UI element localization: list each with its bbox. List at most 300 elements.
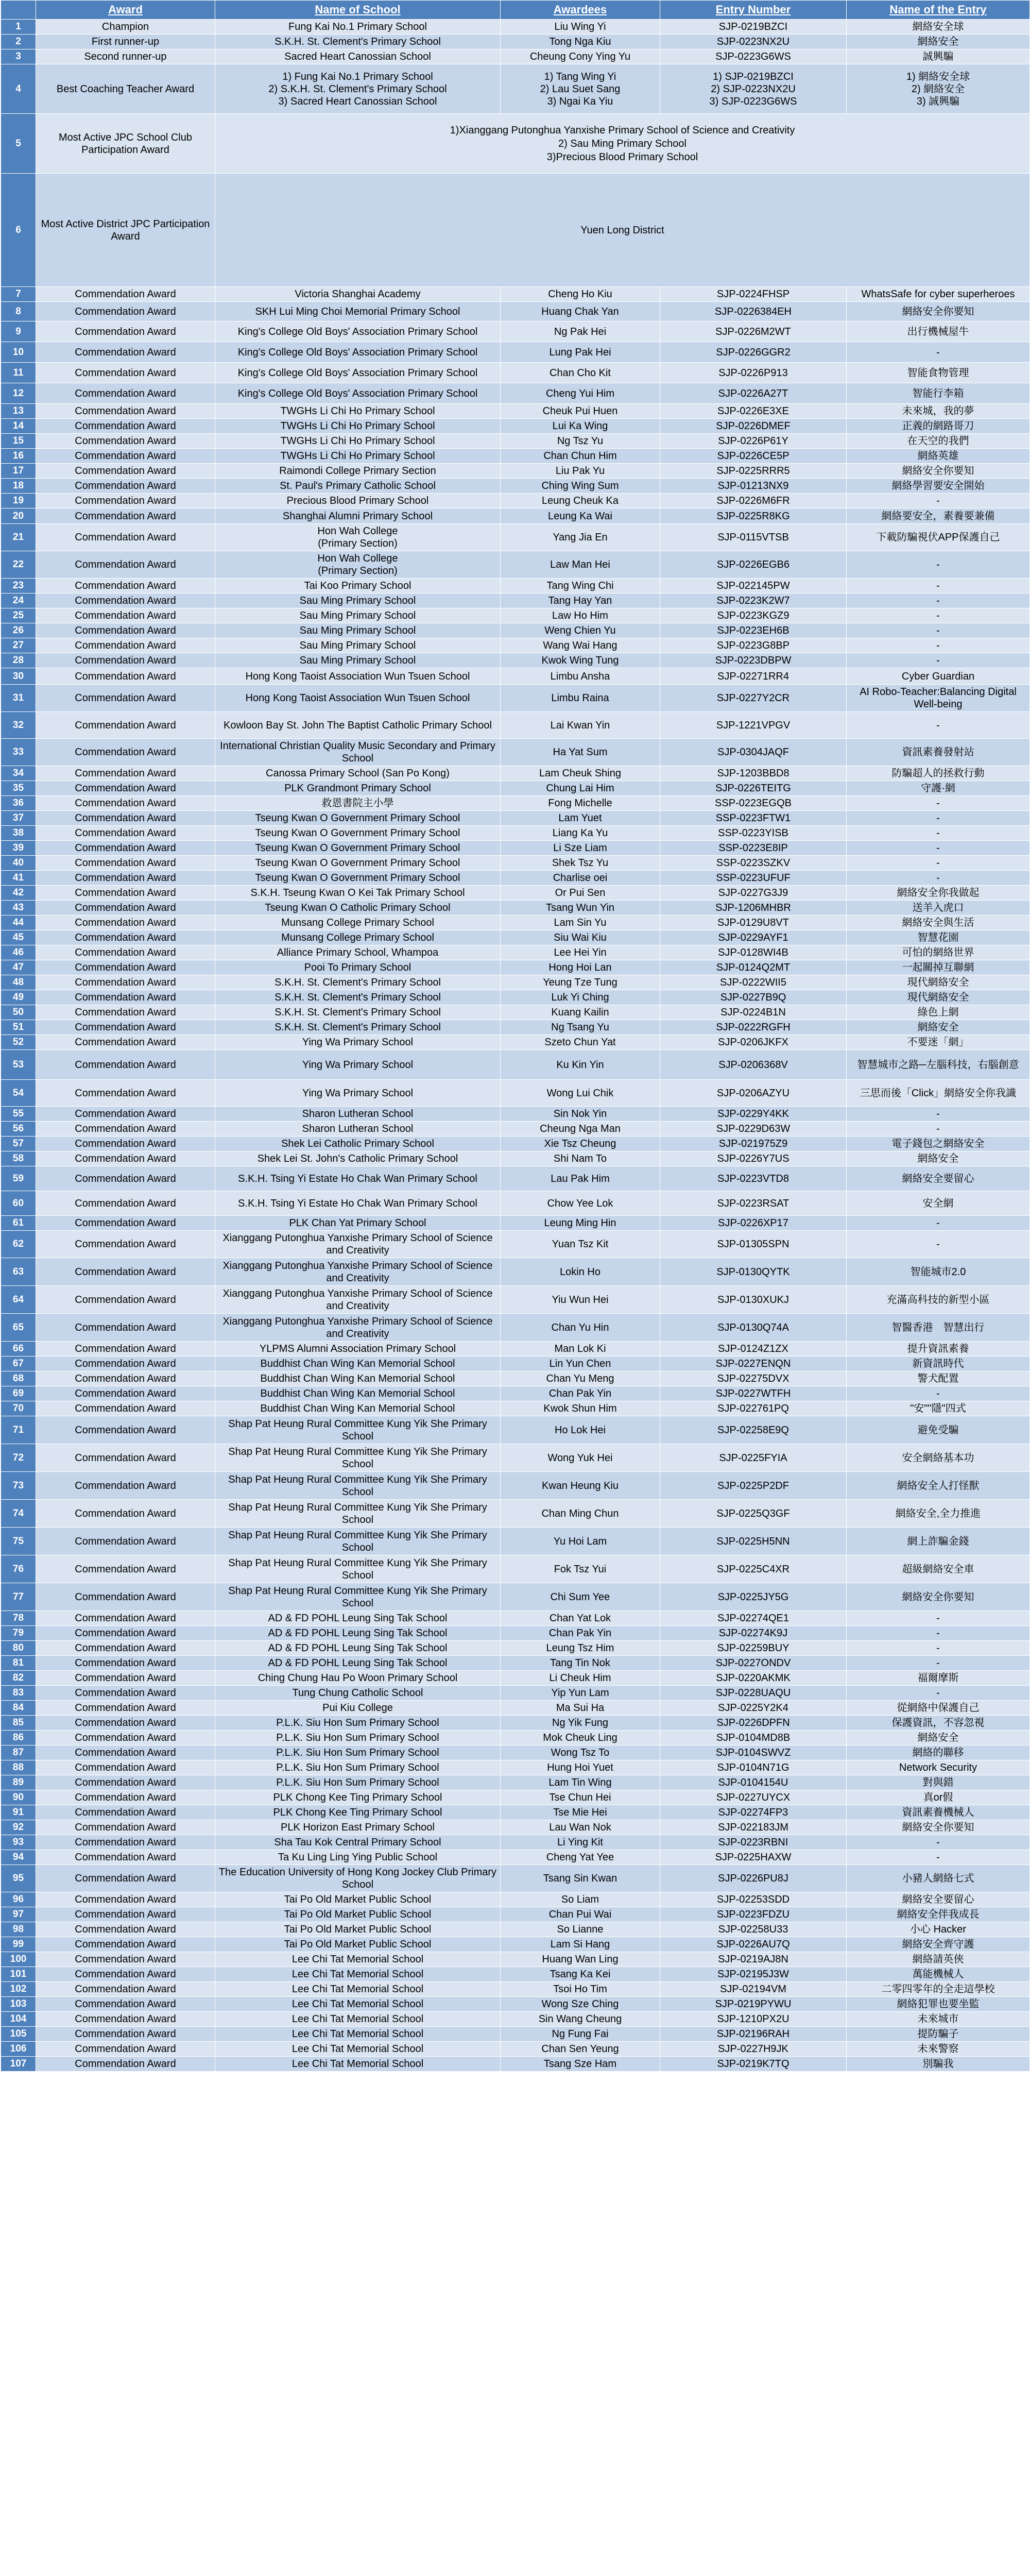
school-cell: Sau Ming Primary School (215, 653, 501, 668)
school-cell: King's College Old Boys' Association Primary School (215, 363, 501, 383)
table-row (1, 1716, 1030, 1731)
entry-name-cell: - (847, 1611, 1030, 1626)
entry-number-cell: SSP-0223E8IP (660, 841, 847, 856)
row-number: 79 (1, 1626, 36, 1641)
row-number: 89 (1, 1775, 36, 1790)
awardee-cell: Lam Cheuk Shing (501, 766, 660, 781)
awardee-cell: Shi Nam To (501, 1151, 660, 1166)
award-cell: Commendation Award (36, 811, 215, 826)
table-row (1, 302, 1030, 321)
entry-number-cell: SJP-0104N71G (660, 1760, 847, 1775)
awardee-cell: Ching Wing Sum (501, 479, 660, 494)
table-row (1, 1982, 1030, 1997)
row-number: 51 (1, 1020, 36, 1035)
entry-name-cell: 綠色上網 (847, 1005, 1030, 1020)
table-row (1, 1907, 1030, 1922)
entry-name-cell: 資訊素養發射站 (847, 739, 1030, 766)
awardee-cell: Yu Hoi Lam (501, 1528, 660, 1555)
entry-number-cell: SJP-02274FP3 (660, 1805, 847, 1820)
row-number: 83 (1, 1686, 36, 1701)
school-cell: Tseung Kwan O Government Primary School (215, 841, 501, 856)
entry-name-cell: 網絡安全 (847, 1151, 1030, 1166)
school-cell: Kowloon Bay St. John The Baptist Catholic Primary School (215, 712, 501, 739)
entry-name-cell: 提防騙子 (847, 2027, 1030, 2042)
table-row (1, 1191, 1030, 1216)
awardee-cell: Tsoi Ho Tim (501, 1982, 660, 1997)
row-number: 61 (1, 1216, 36, 1231)
row-number: 18 (1, 479, 36, 494)
awardee-cell: Leung Ka Wai (501, 509, 660, 524)
table-row (1, 1035, 1030, 1050)
school-cell: Shap Pat Heung Rural Committee Kung Yik She Primary School (215, 1555, 501, 1583)
award-cell: Commendation Award (36, 551, 215, 579)
school-cell: AD & FD POHL Leung Sing Tak School (215, 1626, 501, 1641)
table-row (1, 841, 1030, 856)
row-number: 47 (1, 960, 36, 975)
award-cell: Commendation Award (36, 1952, 215, 1967)
row-number: 92 (1, 1820, 36, 1835)
row-number: 36 (1, 796, 36, 811)
awards-table-container (1, 0, 1029, 2072)
row-number: 103 (1, 1997, 36, 2012)
row-number: 94 (1, 1850, 36, 1865)
row-number: 34 (1, 766, 36, 781)
entry-number-cell: SSP-0223FTW1 (660, 811, 847, 826)
table-row (1, 1656, 1030, 1671)
entry-number-cell: SJP-0130Q74A (660, 1314, 847, 1342)
school-cell: S.K.H. St. Clement's Primary School (215, 1005, 501, 1020)
awardee-cell: Chan Chun Him (501, 449, 660, 464)
row-number: 81 (1, 1656, 36, 1671)
entry-name-cell: - (847, 551, 1030, 579)
entry-name-cell: 對與錯 (847, 1775, 1030, 1790)
school-cell: Hon Wah College (Primary Section) (215, 524, 501, 551)
row-number: 52 (1, 1035, 36, 1050)
award-cell: Commendation Award (36, 638, 215, 653)
table-row (1, 975, 1030, 990)
school-cell: S.K.H. Tsing Yi Estate Ho Chak Wan Primary School (215, 1191, 501, 1216)
awardee-cell: Ha Yat Sum (501, 739, 660, 766)
row-number: 27 (1, 638, 36, 653)
row-number: 106 (1, 2042, 36, 2057)
entry-number-cell: SJP-0225HAXW (660, 1850, 847, 1865)
entry-name-cell: - (847, 342, 1030, 363)
row-number: 99 (1, 1937, 36, 1952)
row-number: 48 (1, 975, 36, 990)
row-number: 82 (1, 1671, 36, 1686)
row-number: 10 (1, 342, 36, 363)
school-cell: PLK Horizon East Primary School (215, 1820, 501, 1835)
row-number: 3 (1, 49, 36, 64)
school-cell: Sacred Heart Canossian School (215, 49, 501, 64)
entry-number-cell: SJP-0124Z1ZX (660, 1342, 847, 1357)
award-cell: Commendation Award (36, 1005, 215, 1020)
entry-name-cell: 福爾摩斯 (847, 1671, 1030, 1686)
award-cell: Commendation Award (36, 1231, 215, 1258)
school-cell: P.L.K. Siu Hon Sum Primary School (215, 1731, 501, 1745)
award-cell: Commendation Award (36, 826, 215, 841)
entry-name-cell: - (847, 1850, 1030, 1865)
school-cell: Hon Wah College (Primary Section) (215, 551, 501, 579)
award-cell: Commendation Award (36, 653, 215, 668)
entry-number-cell: SJP-0130XUKJ (660, 1286, 847, 1314)
entry-name-cell: 智能行李箱 (847, 383, 1030, 404)
school-cell: Lee Chi Tat Memorial School (215, 1952, 501, 1967)
award-cell: Commendation Award (36, 287, 215, 302)
award-cell: Commendation Award (36, 494, 215, 509)
header-school: Name of School (215, 1, 501, 20)
entry-number-cell: SJP-022183JM (660, 1820, 847, 1835)
award-cell: Commendation Award (36, 886, 215, 901)
entry-name-cell: - (847, 1835, 1030, 1850)
row-number: 39 (1, 841, 36, 856)
row-number: 57 (1, 1137, 36, 1151)
entry-name-cell: 正義的網路哥刀 (847, 419, 1030, 434)
award-cell: Commendation Award (36, 383, 215, 404)
table-row (1, 781, 1030, 796)
entry-number-cell: SJP-0226GGR2 (660, 342, 847, 363)
award-cell: Commendation Award (36, 321, 215, 342)
table-row (1, 1314, 1030, 1342)
entry-name-cell: 萬能機械人 (847, 1967, 1030, 1982)
entry-name-cell: 網絡安全,全力推進 (847, 1500, 1030, 1528)
award-cell: Commendation Award (36, 781, 215, 796)
row-number: 7 (1, 287, 36, 302)
entry-name-cell: - (847, 1231, 1030, 1258)
entry-name-cell: 網絡安全人打怪獸 (847, 1472, 1030, 1500)
table-row (1, 1555, 1030, 1583)
entry-number-cell: SJP-0129U8VT (660, 916, 847, 930)
row-number: 68 (1, 1371, 36, 1386)
award-cell: Commendation Award (36, 1760, 215, 1775)
award-cell: Commendation Award (36, 1686, 215, 1701)
entry-name-cell: "安""隱"四式 (847, 1401, 1030, 1416)
entry-name-cell: 網絡安全你要知 (847, 1583, 1030, 1611)
entry-name-cell: - (847, 579, 1030, 594)
entry-name-cell: 資訊素養機械人 (847, 1805, 1030, 1820)
awardee-cell: Ng Tsz Yu (501, 434, 660, 449)
entry-name-cell: 網絡安全 (847, 1020, 1030, 1035)
table-row (1, 1686, 1030, 1701)
school-cell: Precious Blood Primary School (215, 494, 501, 509)
award-cell: Commendation Award (36, 608, 215, 623)
table-row (1, 945, 1030, 960)
entry-name-cell: 防騙超人的拯救行動 (847, 766, 1030, 781)
awardee-cell: Tse Chun Hei (501, 1790, 660, 1805)
entry-name-cell: 網絡安全 (847, 1731, 1030, 1745)
awardee-cell: Li Ying Kit (501, 1835, 660, 1850)
entry-name-cell: - (847, 826, 1030, 841)
entry-number-cell: SJP-0104SWVZ (660, 1745, 847, 1760)
awardee-cell: Kwok Wing Tung (501, 653, 660, 668)
entry-number-cell: SJP-02274K9J (660, 1626, 847, 1641)
table-row (1, 1020, 1030, 1035)
entry-name-cell: 保護資訊，不容忽視 (847, 1716, 1030, 1731)
entry-number-cell: SJP-0223KGZ9 (660, 608, 847, 623)
award-cell: First runner-up (36, 35, 215, 49)
entry-name-cell: - (847, 653, 1030, 668)
award-cell: Commendation Award (36, 623, 215, 638)
awardee-cell: Fok Tsz Yui (501, 1555, 660, 1583)
entry-name-cell: 誠興騙 (847, 49, 1030, 64)
entry-name-cell: 網絡安全要留心 (847, 1892, 1030, 1907)
entry-number-cell: SJP-02271RR4 (660, 668, 847, 685)
entry-number-cell: SJP-02275DVX (660, 1371, 847, 1386)
entry-number-cell: SJP-0225FYIA (660, 1444, 847, 1472)
awardee-cell: Lam Tin Wing (501, 1775, 660, 1790)
entry-number-cell: SJP-0225R8KG (660, 509, 847, 524)
entry-name-cell: 電子錢包之網絡安全 (847, 1137, 1030, 1151)
school-cell: King's College Old Boys' Association Primary School (215, 321, 501, 342)
award-cell: Commendation Award (36, 1258, 215, 1286)
awardee-cell: Law Ho Him (501, 608, 660, 623)
school-cell: Lee Chi Tat Memorial School (215, 2042, 501, 2057)
award-cell: Commendation Award (36, 856, 215, 871)
entry-name-cell: - (847, 1626, 1030, 1641)
entry-number-cell: SJP-0226CE5P (660, 449, 847, 464)
header-awardees: Awardees (501, 1, 660, 20)
award-cell: Most Active JPC School Club Participation Award (36, 114, 215, 174)
school-cell: S.K.H. Tseung Kwan O Kei Tak Primary School (215, 886, 501, 901)
awardee-cell: Lai Kwan Yin (501, 712, 660, 739)
award-cell: Commendation Award (36, 1922, 215, 1937)
school-cell: S.K.H. St. Clement's Primary School (215, 35, 501, 49)
entry-number-cell: SJP-0229D63W (660, 1122, 847, 1137)
table-row (1, 342, 1030, 363)
award-cell: Commendation Award (36, 479, 215, 494)
awardee-cell: Cheung Nga Man (501, 1122, 660, 1137)
table-row (1, 1775, 1030, 1790)
entry-name-cell: - (847, 494, 1030, 509)
entry-name-cell: 網絡安全你要知 (847, 464, 1030, 479)
row-number: 22 (1, 551, 36, 579)
award-cell: Commendation Award (36, 1745, 215, 1760)
row-number: 26 (1, 623, 36, 638)
entry-number-cell: SJP-0227G3J9 (660, 886, 847, 901)
row-number: 9 (1, 321, 36, 342)
row-number: 63 (1, 1258, 36, 1286)
entry-name-cell: 出行機械屋牛 (847, 321, 1030, 342)
school-cell: Ying Wa Primary School (215, 1050, 501, 1080)
entry-number-cell: SJP-0128WI4B (660, 945, 847, 960)
school-cell: Tseung Kwan O Government Primary School (215, 826, 501, 841)
awardee-cell: Yuan Tsz Kit (501, 1231, 660, 1258)
entry-name-cell: - (847, 811, 1030, 826)
entry-name-cell: 可怕的網絡世界 (847, 945, 1030, 960)
school-cell: Shanghai Alumni Primary School (215, 509, 501, 524)
school-cell: Xianggang Putonghua Yanxishe Primary School of Science and Creativity (215, 1314, 501, 1342)
school-cell: Tseung Kwan O Catholic Primary School (215, 901, 501, 916)
row-number: 105 (1, 2027, 36, 2042)
row-number: 90 (1, 1790, 36, 1805)
award-cell: Commendation Award (36, 1122, 215, 1137)
entry-number-cell: SJP-0226EGB6 (660, 551, 847, 579)
award-cell: Second runner-up (36, 49, 215, 64)
row-number: 32 (1, 712, 36, 739)
awardee-cell: Chung Lai Him (501, 781, 660, 796)
awardee-cell: Chan Pui Wai (501, 1907, 660, 1922)
table-row (1, 1216, 1030, 1231)
awardee-cell: Mok Cheuk Ling (501, 1731, 660, 1745)
school-cell: Sharon Lutheran School (215, 1107, 501, 1122)
table-row (1, 1151, 1030, 1166)
entry-name-cell: 網絡的聯移 (847, 1745, 1030, 1760)
award-cell: Commendation Award (36, 449, 215, 464)
table-row (1, 1892, 1030, 1907)
table-row (1, 1967, 1030, 1982)
award-cell: Commendation Award (36, 1151, 215, 1166)
award-cell: Commendation Award (36, 841, 215, 856)
school-cell: Sau Ming Primary School (215, 608, 501, 623)
table-row (1, 901, 1030, 916)
entry-number-cell: SJP-0226E3XE (660, 404, 847, 419)
table-row (1, 1820, 1030, 1835)
table-row (1, 1357, 1030, 1371)
entry-number-cell: SJP-0130QYTK (660, 1258, 847, 1286)
entry-name-cell: 不要迷「網」 (847, 1035, 1030, 1050)
entry-number-cell: SJP-1206MHBR (660, 901, 847, 916)
entry-name-cell: 未來城，我的夢 (847, 404, 1030, 419)
header-entry-name: Name of the Entry (847, 1, 1030, 20)
school-cell: St. Paul's Primary Catholic School (215, 479, 501, 494)
table-row (1, 594, 1030, 608)
award-cell: Commendation Award (36, 1286, 215, 1314)
awardee-cell: Fong Michelle (501, 796, 660, 811)
entry-number-cell: SJP-0228UAQU (660, 1686, 847, 1701)
entry-name-cell: 現代網絡安全 (847, 975, 1030, 990)
entry-number-cell: SJP-0229Y4KK (660, 1107, 847, 1122)
award-cell: Commendation Award (36, 2012, 215, 2027)
span-cell: 1)Xianggang Putonghua Yanxishe Primary School of Science and Creativity 2) Sau Ming Primary School 3)Precious Blood Primary School (215, 114, 1030, 174)
table-row (1, 623, 1030, 638)
school-cell: Munsang College Primary School (215, 916, 501, 930)
entry-number-cell: SJP-0225H5NN (660, 1528, 847, 1555)
entry-name-cell: 充滿高科技的新型小區 (847, 1286, 1030, 1314)
entry-number-cell: SJP-0222WII5 (660, 975, 847, 990)
awardee-cell: Wang Wai Hang (501, 638, 660, 653)
table-row (1, 2012, 1030, 2027)
table-body (1, 20, 1030, 2072)
school-cell: King's College Old Boys' Association Primary School (215, 342, 501, 363)
entry-name-cell: 網絡要安全，素養要兼備 (847, 509, 1030, 524)
entry-name-cell: 網絡安全齊守護 (847, 1937, 1030, 1952)
row-number: 75 (1, 1528, 36, 1555)
entry-name-cell: 守護·網 (847, 781, 1030, 796)
awardee-cell: Lam Si Hang (501, 1937, 660, 1952)
awardee-cell: Lau Wan Nok (501, 1820, 660, 1835)
awardee-cell: Tang Tin Nok (501, 1656, 660, 1671)
row-number: 59 (1, 1166, 36, 1191)
school-cell: Lee Chi Tat Memorial School (215, 1982, 501, 1997)
award-cell: Commendation Award (36, 1401, 215, 1416)
award-cell: Commendation Award (36, 1716, 215, 1731)
row-number: 93 (1, 1835, 36, 1850)
awardee-cell: Chan Pak Yin (501, 1386, 660, 1401)
entry-name-cell: 網絡安全你要知 (847, 302, 1030, 321)
entry-name-cell: - (847, 1107, 1030, 1122)
awardee-cell: Li Cheuk Him (501, 1671, 660, 1686)
award-cell: Commendation Award (36, 1386, 215, 1401)
entry-number-cell: SJP-021975Z9 (660, 1137, 847, 1151)
row-number: 95 (1, 1865, 36, 1892)
entry-number-cell: SJP-0226P61Y (660, 434, 847, 449)
awardee-cell: Chan Yat Lok (501, 1611, 660, 1626)
table-row (1, 1745, 1030, 1760)
entry-number-cell: SSP-0223YISB (660, 826, 847, 841)
award-cell: Commendation Award (36, 685, 215, 712)
table-row (1, 1401, 1030, 1416)
school-cell: Sharon Lutheran School (215, 1122, 501, 1137)
row-number: 76 (1, 1555, 36, 1583)
awardee-cell: Limbu Ansha (501, 668, 660, 685)
entry-name-cell: 智慧花園 (847, 930, 1030, 945)
entry-name-cell: 新資訊時代 (847, 1357, 1030, 1371)
entry-number-cell: SJP-0304JAQF (660, 739, 847, 766)
awardee-cell: Man Lok Ki (501, 1342, 660, 1357)
entry-number-cell: SJP-0226M2WT (660, 321, 847, 342)
entry-name-cell: 未來城市 (847, 2012, 1030, 2027)
awardee-cell: Tong Nga Kiu (501, 35, 660, 49)
awardee-cell: Ng Fung Fai (501, 2027, 660, 2042)
table-row (1, 1701, 1030, 1716)
school-cell: Fung Kai No.1 Primary School (215, 20, 501, 35)
entry-number-cell: SJP-0104154U (660, 1775, 847, 1790)
row-number: 53 (1, 1050, 36, 1080)
school-cell: Lee Chi Tat Memorial School (215, 1967, 501, 1982)
awardee-cell: Li Sze Liam (501, 841, 660, 856)
row-number: 54 (1, 1080, 36, 1107)
row-number: 19 (1, 494, 36, 509)
awardee-cell: Tse Mie Hei (501, 1805, 660, 1820)
entry-number-cell: SJP-02258U33 (660, 1922, 847, 1937)
award-cell: Commendation Award (36, 1500, 215, 1528)
row-number: 101 (1, 1967, 36, 1982)
table-row (1, 1731, 1030, 1745)
school-cell: AD & FD POHL Leung Sing Tak School (215, 1641, 501, 1656)
school-cell: Buddhist Chan Wing Kan Memorial School (215, 1386, 501, 1401)
entry-name-cell: 網上詐騙金錢 (847, 1528, 1030, 1555)
entry-number-cell: SJP-0104MD8B (660, 1731, 847, 1745)
entry-number-cell: SJP-0206368V (660, 1050, 847, 1080)
award-cell: Commendation Award (36, 1997, 215, 2012)
school-cell: Ying Wa Primary School (215, 1035, 501, 1050)
table-row (1, 916, 1030, 930)
row-number: 45 (1, 930, 36, 945)
award-cell: Commendation Award (36, 434, 215, 449)
award-cell: Commendation Award (36, 1865, 215, 1892)
entry-number-cell: SJP-0225Y2K4 (660, 1701, 847, 1716)
awardee-cell: Chow Yee Lok (501, 1191, 660, 1216)
row-number: 17 (1, 464, 36, 479)
entry-number-cell: SJP-0223EH6B (660, 623, 847, 638)
award-cell: Commendation Award (36, 1216, 215, 1231)
table-row (1, 1952, 1030, 1967)
school-cell: S.K.H. St. Clement's Primary School (215, 990, 501, 1005)
table-row (1, 826, 1030, 841)
awardee-cell: Ma Sui Ha (501, 1701, 660, 1716)
awardee-cell: Lui Ka Wing (501, 419, 660, 434)
entry-number-cell: SJP-0226P913 (660, 363, 847, 383)
award-cell: Commendation Award (36, 419, 215, 434)
award-cell: Commendation Award (36, 1416, 215, 1444)
award-cell: Commendation Award (36, 1967, 215, 1982)
awardee-cell: Leung Ming Hin (501, 1216, 660, 1231)
awardee-cell: Tang Wing Chi (501, 579, 660, 594)
entry-name-cell: 網絡安全與生活 (847, 916, 1030, 930)
award-cell: Commendation Award (36, 1805, 215, 1820)
school-cell: Shap Pat Heung Rural Committee Kung Yik She Primary School (215, 1583, 501, 1611)
entry-name-cell: - (847, 856, 1030, 871)
